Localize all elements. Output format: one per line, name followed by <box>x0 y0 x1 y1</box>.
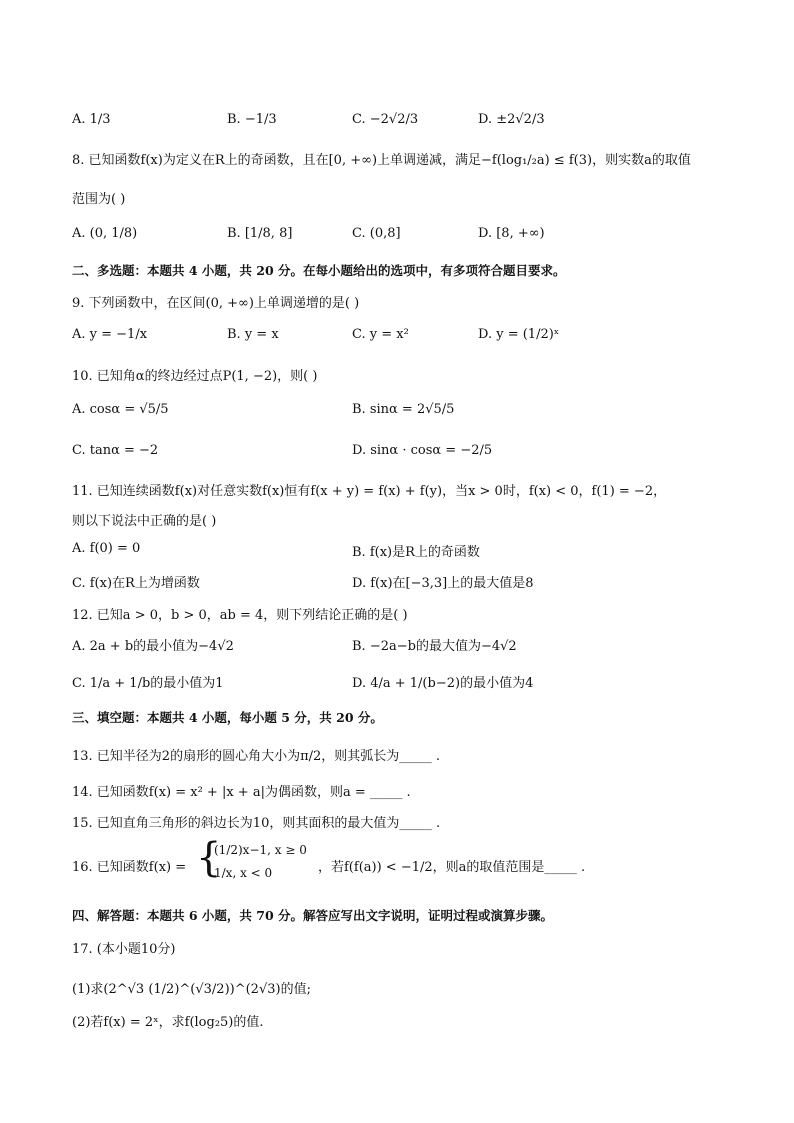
q7-option-b: B. −1/3 <box>227 112 277 127</box>
q9-option-d: D. y = (1/2)ˣ <box>478 327 560 342</box>
q16-prefix: 16. 已知函数f(x) = <box>72 860 187 875</box>
q13-stem: 13. 已知半径为2的扇形的圆心角大小为π/2，则其弧长为_____ . <box>72 749 441 764</box>
q11-option-b: B. f(x)是R上的奇函数 <box>352 545 480 560</box>
q16-case2: 1/x, x < 0 <box>214 866 273 880</box>
q11-option-c: C. f(x)在R上为增函数 <box>72 576 200 591</box>
q10-option-d: D. sinα · cosα = −2/5 <box>352 443 493 458</box>
q9-option-c: C. y = x² <box>352 327 409 342</box>
q16-brace: { <box>196 835 222 881</box>
q11-stem-line2: 则以下说法中正确的是( ) <box>72 514 217 529</box>
section-3-heading: 三、填空题：本题共 4 小题，每小题 5 分，共 20 分。 <box>72 710 383 725</box>
q7-option-a: A. 1/3 <box>72 112 111 127</box>
q15-stem: 15. 已知直角三角形的斜边长为10，则其面积的最大值为_____ . <box>72 816 441 831</box>
q8-stem-line2: 范围为( ) <box>72 192 126 207</box>
q12-option-d: D. 4/a + 1/(b−2)的最小值为4 <box>352 676 534 691</box>
q10-option-a: A. cosα = √5/5 <box>72 402 169 417</box>
q12-option-c: C. 1/a + 1/b的最小值为1 <box>72 676 224 691</box>
q7-option-c: C. −2√2/3 <box>352 112 419 127</box>
q17-part2: (2)若f(x) = 2ˣ，求f(log₂5)的值. <box>72 1015 264 1030</box>
q9-stem: 9. 下列函数中，在区间(0, +∞)上单调递增的是( ) <box>72 296 360 311</box>
q16-suffix: ，若f(f(a)) < −1/2，则a的取值范围是_____ . <box>318 860 586 875</box>
q11-option-a: A. f(0) = 0 <box>72 541 141 556</box>
q10-option-b: B. sinα = 2√5/5 <box>352 402 455 417</box>
q8-stem-line1: 8. 已知函数f(x)为定义在R上的奇函数，且在[0, +∞)上单调递减，满足−f(log₁/₂a) ≤ f(3)，则实数a的取值 <box>72 153 691 168</box>
q8-option-d: D. [8, +∞) <box>478 226 545 241</box>
q11-stem-line1: 11. 已知连续函数f(x)对任意实数f(x)恒有f(x + y) = f(x) + f(y)，当x > 0时，f(x) < 0，f(1) = −2， <box>72 484 667 499</box>
q10-option-c: C. tanα = −2 <box>72 443 159 458</box>
section-2-heading: 二、多选题：本题共 4 小题，共 20 分。在每小题给出的选项中，有多项符合题目要求。 <box>72 263 566 278</box>
q10-stem: 10. 已知角α的终边经过点P(1, −2)，则( ) <box>72 369 318 384</box>
q8-option-a: A. (0, 1/8) <box>72 226 138 241</box>
q16-case1: (1/2)x−1, x ≥ 0 <box>214 843 307 857</box>
q17-title: 17. (本小题10分) <box>72 942 176 957</box>
q12-option-a: A. 2a + b的最小值为−4√2 <box>72 639 234 654</box>
q8-option-b: B. [1/8, 8] <box>227 226 293 241</box>
q12-stem: 12. 已知a > 0，b > 0，ab = 4，则下列结论正确的是( ) <box>72 608 408 623</box>
q7-option-d: D. ±2√2/3 <box>478 112 545 127</box>
q11-option-d: D. f(x)在[−3,3]上的最大值是8 <box>352 576 534 591</box>
q17-part1: (1)求(2^√3 (1/2)^(√3/2))^(2√3)的值; <box>72 982 311 997</box>
q8-option-c: C. (0,8] <box>352 226 401 241</box>
q9-option-b: B. y = x <box>227 327 279 342</box>
q12-option-b: B. −2a−b的最大值为−4√2 <box>352 639 517 654</box>
q9-option-a: A. y = −1/x <box>72 327 148 342</box>
q14-stem: 14. 已知函数f(x) = x² + |x + a|为偶函数，则a = _____ . <box>72 785 411 800</box>
section-4-heading: 四、解答题：本题共 6 小题，共 70 分。解答应写出文字说明，证明过程或演算步骤。 <box>72 908 554 923</box>
